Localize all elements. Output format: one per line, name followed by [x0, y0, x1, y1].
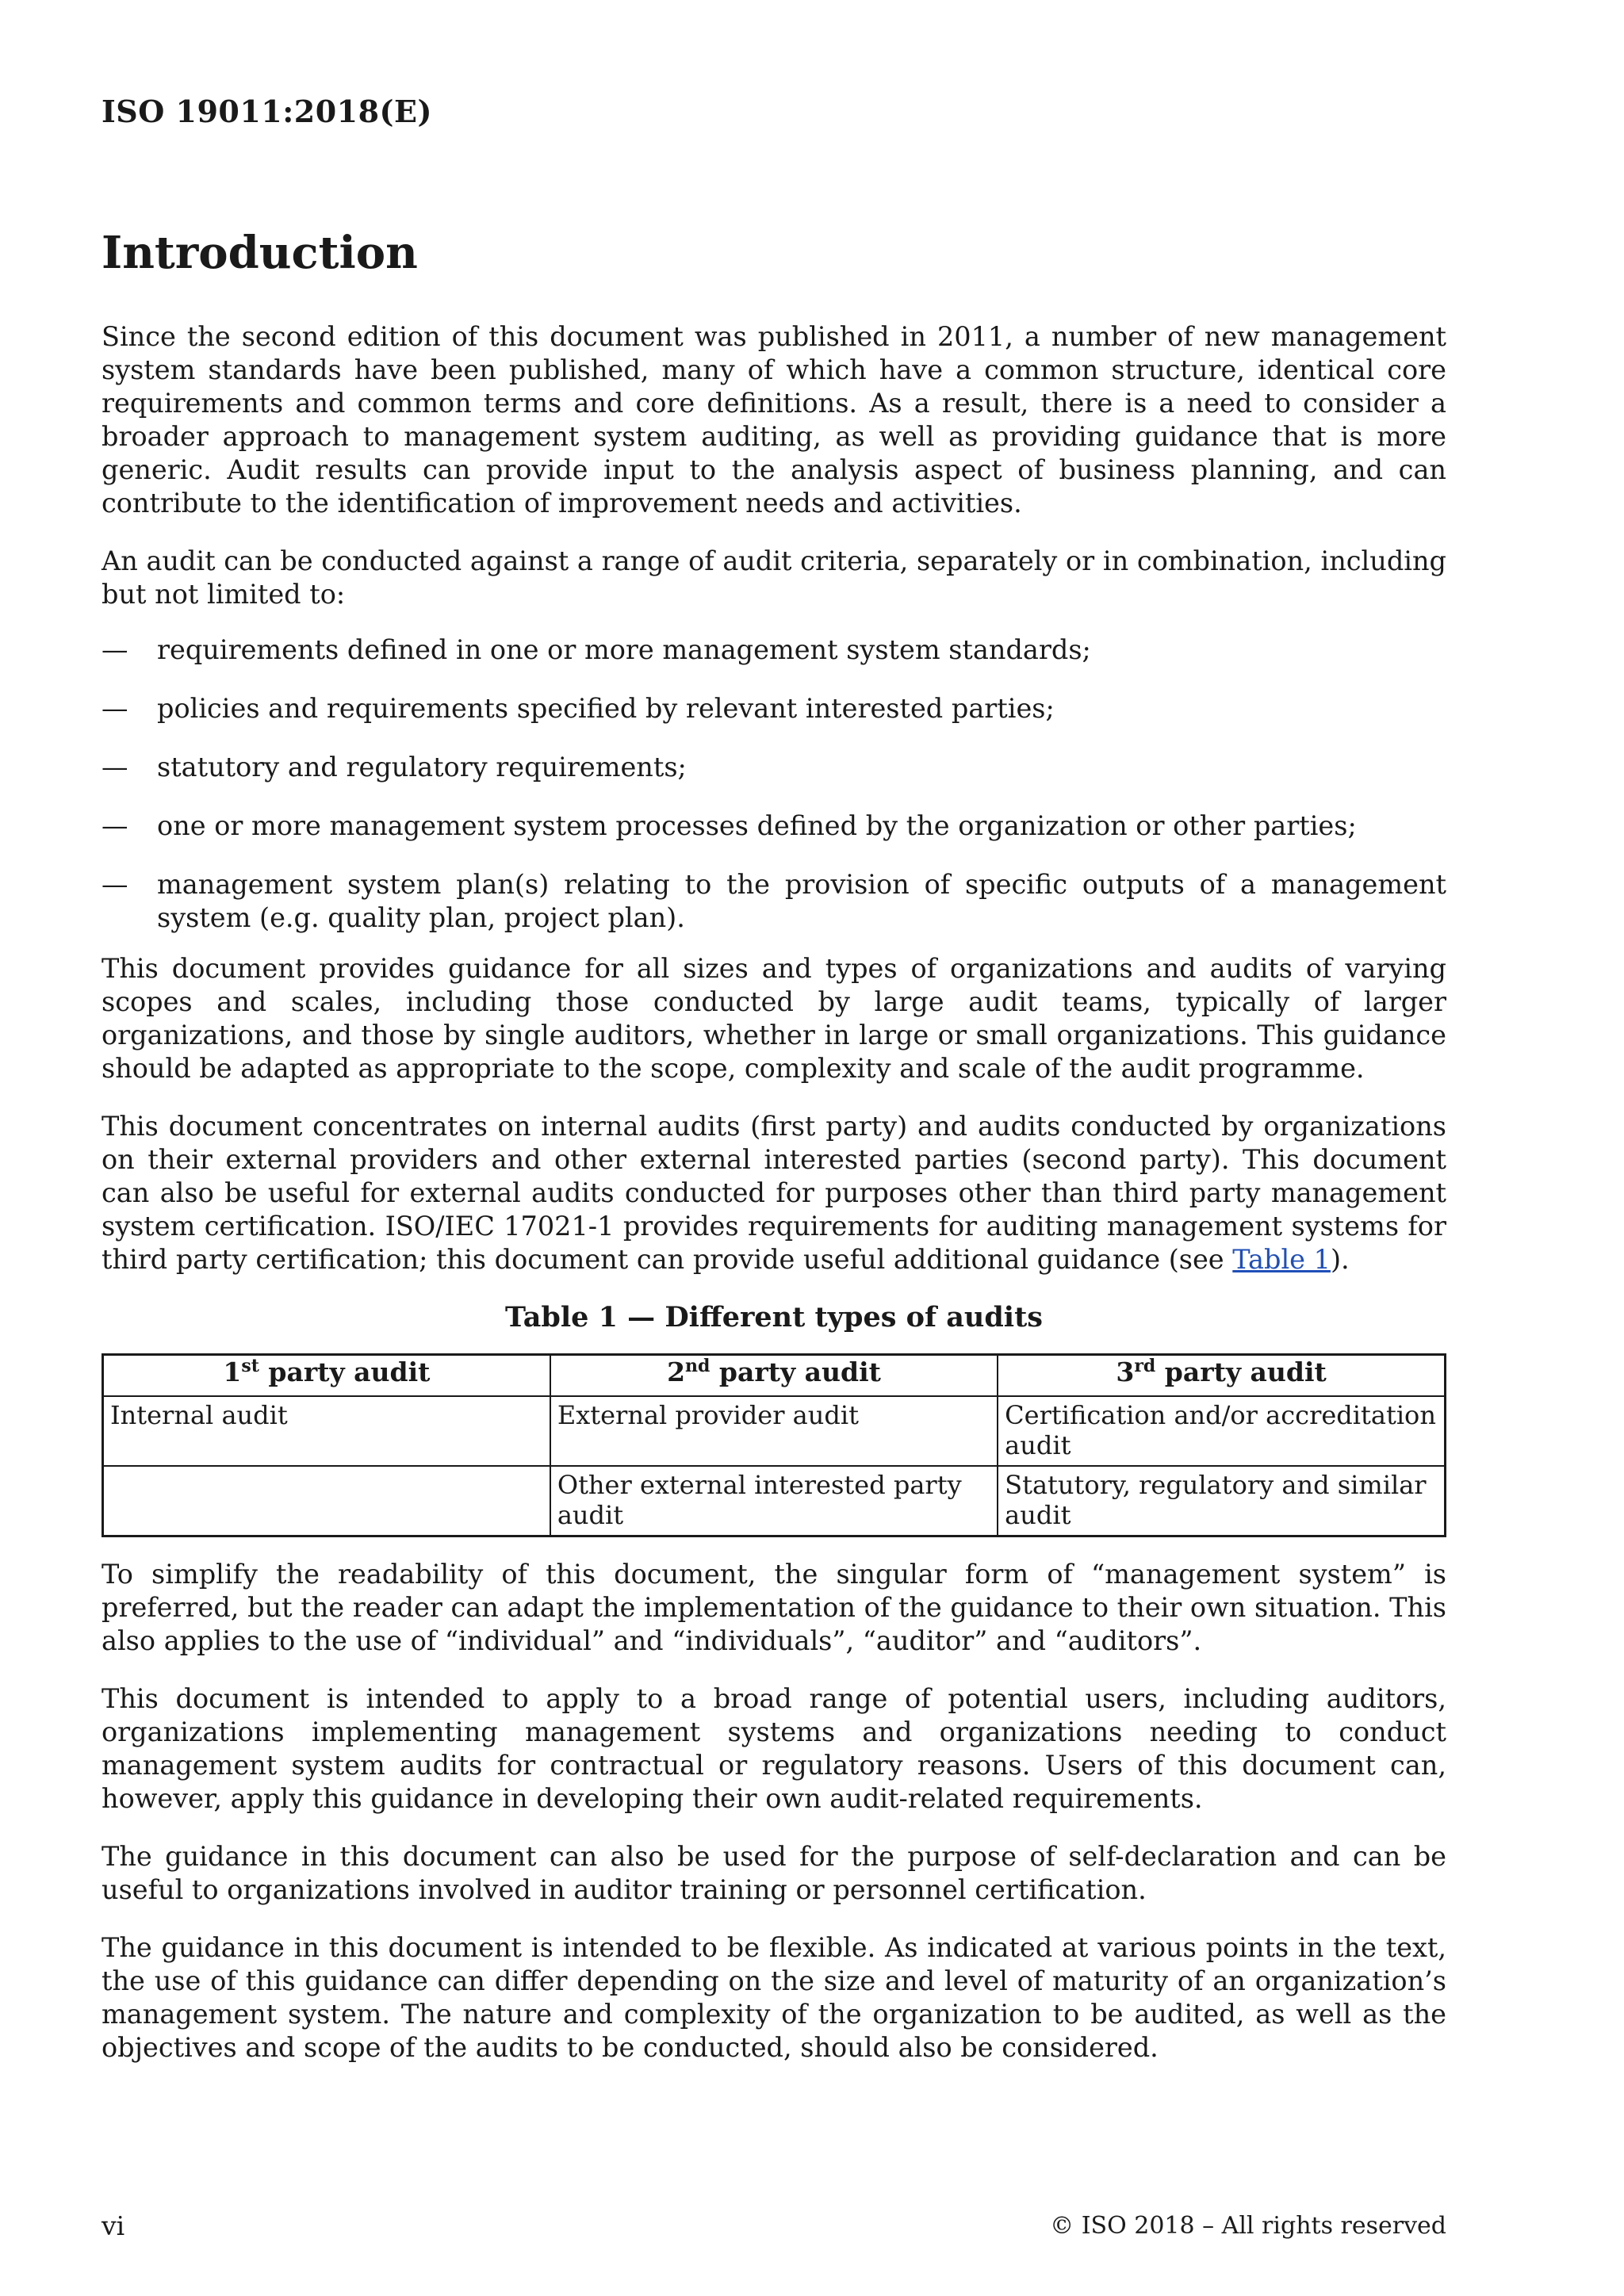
header-label: party audit: [710, 1357, 881, 1387]
table-cell: Internal audit: [103, 1396, 550, 1466]
paragraph-4: [102, 1110, 1446, 1276]
table-header-cell: [550, 1355, 998, 1397]
table-cell: [103, 1466, 550, 1536]
paragraph-5: To simplify the readability of this document, the singular form of “management system” is preferred, but the reader can adapt the implementation of the guidance to their own situation. This also applies to the use of “individual” and “individuals”, “auditor” and “auditors”.: [102, 1559, 1446, 1656]
list-item-text: management system plan(s) relating to the provision of specific outputs of a management system (e.g. quality plan, project plan).: [157, 869, 1446, 933]
paragraph-7: The guidance in this document can also be used for the purpose of self-declaration and can be useful to organizations involved in auditor training or personnel certification.: [102, 1841, 1446, 1905]
table-cell: Certification and/or accreditation audit: [998, 1396, 1445, 1466]
table-header-cell: [103, 1355, 550, 1397]
paragraph-1: Since the second edition of this document was published in 2011, a number of new management system standards have been published, many of which have a common structure, identical core requirements and common terms and core definitions. As a result, there is a need to consider a broader approach to management system auditing, as well as providing guidance that is more generic. Audit results can provide input to the analysis aspect of business planning, and can contribute to the identification of improvement needs and activities.: [102, 321, 1446, 519]
table-header-cell: [998, 1355, 1445, 1397]
audit-types-table: [102, 1353, 1446, 1537]
header-number: 3: [1116, 1357, 1135, 1387]
list-item-text: policies and requirements specified by relevant interested parties;: [157, 693, 1055, 724]
header-label: party audit: [1155, 1357, 1327, 1387]
list-item: [102, 809, 1446, 843]
list-item-text: one or more management system processes defined by the organization or other parties;: [157, 810, 1357, 841]
header-ordinal-suffix: rd: [1134, 1356, 1156, 1376]
copyright-notice: © ISO 2018 – All rights reserved: [1050, 2212, 1446, 2240]
header-ordinal-suffix: nd: [685, 1356, 710, 1376]
header-number: 1: [223, 1357, 242, 1387]
document-identifier: ISO 19011:2018(E): [102, 94, 432, 129]
list-item: [102, 633, 1446, 667]
table-cell: Statutory, regulatory and similar audit: [998, 1466, 1445, 1536]
dash-bullet: —: [102, 693, 128, 724]
table-row: [103, 1396, 1446, 1466]
dash-bullet: —: [102, 752, 128, 783]
list-item-text: requirements defined in one or more management system standards;: [157, 634, 1091, 665]
paragraph-6: This document is intended to apply to a broad range of potential users, including auditors, organizations implementing management systems and organizations needing to conduct management system audits for contractual or regulatory reasons. Users of this document can, however, apply this guidance in developing their own audit-related requirements.: [102, 1683, 1446, 1814]
header-label: party audit: [259, 1357, 431, 1387]
table-cell: External provider audit: [550, 1396, 998, 1466]
header-number: 2: [667, 1357, 686, 1387]
section-title: Introduction: [102, 227, 418, 279]
paragraph-8: The guidance in this document is intended to be flexible. As indicated at various points in the text, the use of this guidance can differ depending on the size and level of maturity of an organization’s management system. The nature and complexity of the organization to be audited, as well as the objectives and scope of the audits to be conducted, should also be considered.: [102, 1932, 1446, 2063]
page-number: vi: [102, 2210, 125, 2241]
paragraph-4-end: ).: [1330, 1244, 1350, 1275]
table-1-link[interactable]: Table 1: [1232, 1244, 1331, 1275]
list-item: [102, 751, 1446, 784]
body-text: [102, 320, 1446, 2089]
table-header-row: [103, 1355, 1446, 1397]
audit-criteria-list: [102, 633, 1446, 935]
list-item-text: statutory and regulatory requirements;: [157, 752, 687, 783]
table-row: [103, 1466, 1446, 1536]
paragraph-4-text: This document concentrates on internal audits (first party) and audits conducted by organizations on their external providers and other external interested parties (second party). This document can also be useful for external audits conducted for purposes other than third party management system certification. ISO/IEC 17021-1 provides requirements for auditing management systems for third party certification; this document can provide useful additional guidance (see: [102, 1111, 1446, 1275]
dash-bullet: —: [102, 869, 128, 900]
list-item: [102, 868, 1446, 935]
dash-bullet: —: [102, 810, 128, 841]
list-item: [102, 692, 1446, 725]
table-cell: Other external interested party audit: [550, 1466, 998, 1536]
paragraph-2: An audit can be conducted against a range of audit criteria, separately or in combination, including but not limited to:: [102, 545, 1446, 610]
dash-bullet: —: [102, 634, 128, 665]
table-caption: Table 1 — Different types of audits: [505, 1301, 1043, 1334]
header-ordinal-suffix: st: [241, 1356, 259, 1376]
paragraph-3: This document provides guidance for all sizes and types of organizations and audits of varying scopes and scales, including those conducted by large audit teams, typically of larger organizations, and those by single auditors, whether in large or small organizations. This guidance should be adapted as appropriate to the scope, complexity and scale of the audit programme.: [102, 953, 1446, 1084]
